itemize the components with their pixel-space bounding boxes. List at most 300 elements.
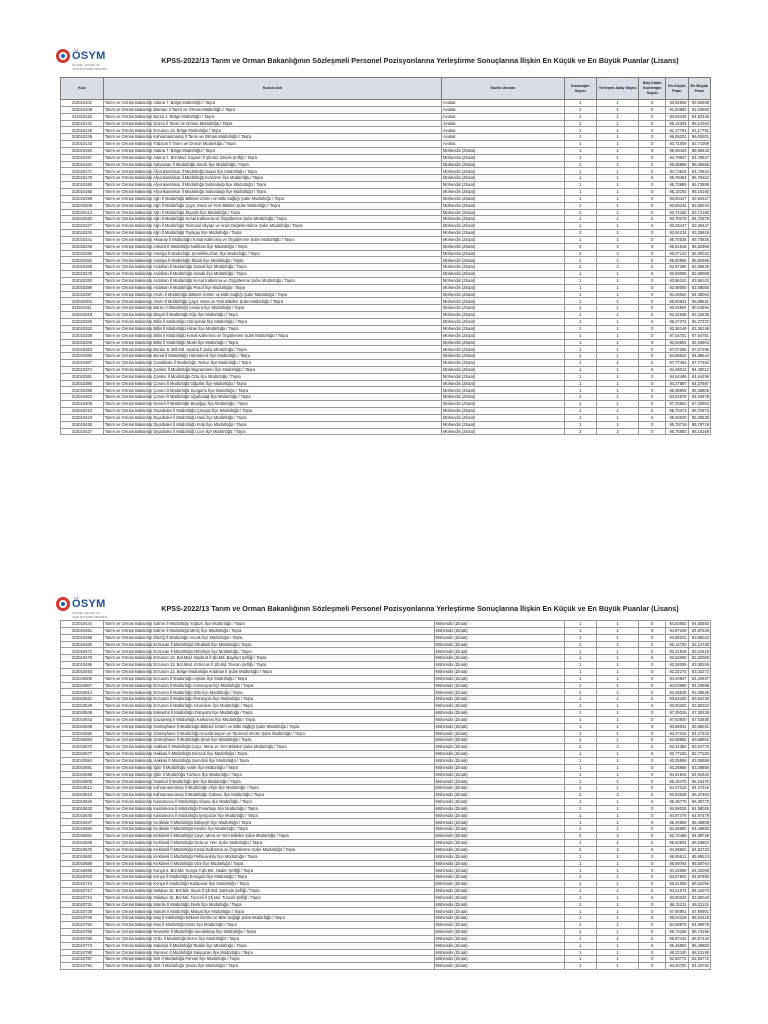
column-header-kurum: Kurum Adı bbox=[103, 78, 441, 100]
cell-yerlesen: 1 bbox=[596, 668, 639, 675]
cell-kod: 313010311 bbox=[61, 305, 104, 312]
cell-kadro: Mühendis (Ziraat) bbox=[434, 778, 564, 785]
cell-kontenjan: 1 bbox=[564, 373, 596, 380]
table-row bbox=[61, 798, 711, 805]
cell-kadro: Mühendis (Ziraat) bbox=[434, 682, 564, 689]
cell-en-buyuk: 84,37887 bbox=[688, 380, 710, 387]
cell-kod: 313010675 bbox=[61, 846, 104, 853]
cell-kurum: Tarım ve Orman Bakanlığı Kırklareli İl Müdürlüğü Gıda ve Yem Şube Müdürlüğü / Taşra bbox=[103, 840, 434, 847]
cell-kurum: Tarım ve Orman Bakanlığı Erzincan İl Müdürlüğü Refahiye İlçe Müdürlüğü / Taşra bbox=[103, 648, 434, 655]
cell-en-kucuk: 83,74180 bbox=[666, 209, 688, 216]
cell-en-buyuk: 84,83583 bbox=[688, 621, 710, 628]
cell-yerlesen: 1 bbox=[596, 141, 639, 148]
table-row bbox=[61, 751, 711, 758]
cell-yerlesen: 1 bbox=[596, 662, 639, 669]
cell-bos: 0 bbox=[639, 305, 666, 312]
cell-en-buyuk: 93,71009 bbox=[688, 141, 710, 148]
cell-kontenjan: 1 bbox=[564, 627, 596, 634]
cell-kurum: Tarım ve Orman Bakanlığı Adana 7. Böl.Müd. Kayseri İl Şb.Md. Develi Şefliği / Taşra bbox=[103, 154, 441, 161]
cell-kadro: Mühendis (Ziraat) bbox=[442, 250, 565, 257]
cell-kontenjan: 1 bbox=[564, 894, 596, 901]
table-row bbox=[61, 915, 711, 922]
cell-bos: 0 bbox=[639, 853, 666, 860]
table-row bbox=[61, 928, 711, 935]
cell-kontenjan: 1 bbox=[564, 353, 596, 360]
cell-kontenjan: 1 bbox=[564, 387, 596, 394]
osym-emblem-icon bbox=[56, 597, 70, 611]
cell-en-kucuk: 84,64496 bbox=[666, 373, 688, 380]
cell-yerlesen: 1 bbox=[596, 641, 639, 648]
cell-kurum: Tarım ve Orman Bakanlığı Ağrı İl Müdürlüğü Tarımsal Altyapı ve Arazi Değerlendirme Şube Müdürlüğü / Taşra bbox=[103, 223, 441, 230]
cell-kod: 313010717 bbox=[61, 887, 104, 894]
cell-kadro: Mühendis (Ziraat) bbox=[434, 949, 564, 956]
cell-en-kucuk: 93,92559 bbox=[666, 100, 688, 107]
table-row bbox=[61, 373, 711, 380]
cell-kadro: Mühendis (Ziraat) bbox=[442, 421, 565, 428]
cell-kod: 313010367 bbox=[61, 360, 104, 367]
cell-kadro: Mühendis (Ziraat) bbox=[442, 325, 565, 332]
cell-yerlesen: 1 bbox=[596, 223, 639, 230]
cell-bos: 0 bbox=[639, 182, 666, 189]
cell-bos: 0 bbox=[639, 353, 666, 360]
cell-kod: 313010710 bbox=[61, 881, 104, 888]
cell-en-buyuk: 84,64496 bbox=[688, 373, 710, 380]
table-row bbox=[61, 113, 711, 120]
cell-kurum: Tarım ve Orman Bakanlığı Samsun İl Müdürlüğü Salıpazarı İlçe Müdürlüğü / Taşra bbox=[103, 949, 434, 956]
column-header-bos: Boş Kalan Kontenjan Sayısı bbox=[639, 78, 666, 100]
cell-yerlesen: 1 bbox=[596, 387, 639, 394]
cell-kadro: Avukat bbox=[442, 120, 565, 127]
cell-kurum: Tarım ve Orman Bakanlığı Ağrı İl Müdürlüğü Taşlıçay İlçe Müdürlüğü / Taşra bbox=[103, 230, 441, 237]
cell-kontenjan: 1 bbox=[564, 689, 596, 696]
cell-kurum: Tarım ve Orman Bakanlığı Erzurum İl Müdürlüğü Oltu İlçe Müdürlüğü / Taşra bbox=[103, 689, 434, 696]
table-row bbox=[61, 778, 711, 785]
table-row bbox=[61, 682, 711, 689]
table-row bbox=[61, 209, 711, 216]
cell-kontenjan: 1 bbox=[564, 257, 596, 264]
cell-en-buyuk: 83,80040 bbox=[688, 894, 710, 901]
cell-kurum: Tarım ve Orman Bakanlığı Bartın İl Müdürlüğü Amasra İlçe Müdürlüğü / Taşra bbox=[103, 305, 441, 312]
cell-en-kucuk: 82,83548 bbox=[666, 792, 688, 799]
cell-yerlesen: 2 bbox=[596, 744, 639, 751]
cell-kontenjan: 1 bbox=[564, 325, 596, 332]
cell-kadro: Mühendis (Ziraat) bbox=[434, 860, 564, 867]
cell-en-kucuk: 82,74468 bbox=[666, 833, 688, 840]
cell-kurum: Tarım ve Orman Bakanlığı Erzurum 13. Bölge Müdürlüğü / Taşra bbox=[103, 127, 441, 134]
table-row bbox=[61, 887, 711, 894]
cell-kurum: Tarım ve Orman Bakanlığı Diyarbakır İl Müdürlüğü Çüngüş İlçe Müdürlüğü / Taşra bbox=[103, 407, 441, 414]
cell-kod: 313010178 bbox=[61, 175, 104, 182]
cell-bos: 0 bbox=[639, 771, 666, 778]
table-row bbox=[61, 771, 711, 778]
cell-kontenjan: 1 bbox=[564, 236, 596, 243]
cell-bos: 0 bbox=[639, 120, 666, 127]
cell-yerlesen: 1 bbox=[596, 935, 639, 942]
cell-en-kucuk: 84,73624 bbox=[666, 168, 688, 175]
cell-kod: 313010668 bbox=[61, 840, 104, 847]
cell-kontenjan: 1 bbox=[564, 662, 596, 669]
table-row bbox=[61, 634, 711, 641]
cell-yerlesen: 1 bbox=[596, 175, 639, 182]
cell-en-buyuk: 90,04594 bbox=[688, 305, 710, 312]
cell-yerlesen: 1 bbox=[596, 339, 639, 346]
cell-kurum: Tarım ve Orman Bakanlığı Konya İl Müdürlüğü Emirgazi İlçe Müdürlüğü / Taşra bbox=[103, 874, 434, 881]
cell-kadro: Avukat bbox=[442, 127, 565, 134]
cell-kontenjan: 1 bbox=[564, 812, 596, 819]
cell-kadro: Mühendis (Ziraat) bbox=[434, 730, 564, 737]
table-row bbox=[61, 298, 711, 305]
cell-en-kucuk: 83,80040 bbox=[666, 894, 688, 901]
cell-kurum: Tarım ve Orman Bakanlığı Batman Ii Tarım ve Orman Müdürlüğü / Taşra bbox=[103, 106, 441, 113]
cell-en-kucuk: 82,77183 bbox=[666, 751, 688, 758]
cell-kadro: Mühendis (Ziraat) bbox=[442, 284, 565, 291]
cell-yerlesen: 1 bbox=[596, 284, 639, 291]
table-row bbox=[61, 305, 711, 312]
cell-bos: 0 bbox=[639, 154, 666, 161]
cell-en-buyuk: 87,63930 bbox=[688, 716, 710, 723]
cell-en-buyuk: 83,59244 bbox=[688, 202, 710, 209]
cell-kod: 313010654 bbox=[61, 826, 104, 833]
cell-en-buyuk: 83,32272 bbox=[688, 668, 710, 675]
cell-kod: 313010122 bbox=[61, 120, 104, 127]
cell-en-buyuk: 86,47453 bbox=[688, 792, 710, 799]
cell-yerlesen: 1 bbox=[596, 168, 639, 175]
cell-kontenjan: 1 bbox=[564, 860, 596, 867]
cell-kontenjan: 1 bbox=[564, 867, 596, 874]
cell-kod: 313010262 bbox=[61, 257, 104, 264]
cell-kontenjan: 1 bbox=[564, 881, 596, 888]
cell-kontenjan: 1 bbox=[564, 901, 596, 908]
cell-kurum: Tarım ve Orman Bakanlığı Çanakkale İl Müdürlüğü Yenice İlçe Müdürlüğü / Taşra bbox=[103, 360, 441, 367]
cell-yerlesen: 1 bbox=[596, 812, 639, 819]
cell-en-kucuk: 84,87592 bbox=[666, 874, 688, 881]
cell-en-kucuk: 84,79937 bbox=[666, 154, 688, 161]
cell-en-kucuk: 83,60427 bbox=[666, 195, 688, 202]
cell-yerlesen: 1 bbox=[596, 867, 639, 874]
cell-en-buyuk: 84,47316 bbox=[688, 730, 710, 737]
cell-bos: 0 bbox=[639, 216, 666, 223]
table-row bbox=[61, 325, 711, 332]
cell-yerlesen: 1 bbox=[596, 147, 639, 154]
cell-kadro: Mühendis (Ziraat) bbox=[434, 627, 564, 634]
cell-en-kucuk: 85,78719 bbox=[666, 421, 688, 428]
cell-kadro: Mühendis (Ziraat) bbox=[434, 915, 564, 922]
cell-en-kucuk: 91,17791 bbox=[666, 127, 688, 134]
cell-kurum: Tarım ve Orman Bakanlığı Ağrı İl Müdürlüğü Kırsal Kalkınma ve Örgütlenme Şube Müdürlüğü / Taşra bbox=[103, 216, 441, 223]
cell-en-buyuk: 85,73889 bbox=[688, 182, 710, 189]
table-row bbox=[61, 175, 711, 182]
cell-yerlesen: 1 bbox=[596, 271, 639, 278]
cell-bos: 0 bbox=[639, 949, 666, 956]
table-row bbox=[61, 366, 711, 373]
cell-kurum: Tarım ve Orman Bakanlığı Siirt İl Müdürlüğü Şirvan İlçe Müdürlüğü / Taşra bbox=[103, 963, 434, 970]
cell-en-kucuk: 87,39326 bbox=[666, 709, 688, 716]
table-row bbox=[61, 792, 711, 799]
cell-en-kucuk: 84,91543 bbox=[666, 771, 688, 778]
cell-en-buyuk: 85,04318 bbox=[688, 915, 710, 922]
cell-yerlesen: 1 bbox=[596, 682, 639, 689]
cell-bos: 0 bbox=[639, 860, 666, 867]
cell-kadro: Mühendis (Ziraat) bbox=[434, 751, 564, 758]
cell-kod: 313010241 bbox=[61, 236, 104, 243]
cell-kod: 313010752 bbox=[61, 922, 104, 929]
cell-kurum: Tarım ve Orman Bakanlığı Ordu İl Müdürlüğü Ikizce İlçe Müdürlüğü / Taşra bbox=[103, 935, 434, 942]
cell-kurum: Tarım ve Orman Bakanlığı Mardin İl Müdürlüğü Derik İlçe Müdürlüğü / Taşra bbox=[103, 901, 434, 908]
cell-kurum: Tarım ve Orman Bakanlığı Edirne İl Müdürlüğü Yoğüzü İlçe Müdürlüğü / Taşra bbox=[103, 621, 434, 628]
cell-kod: 313010458 bbox=[61, 634, 104, 641]
cell-en-kucuk: 85,59631 bbox=[666, 298, 688, 305]
cell-bos: 0 bbox=[639, 846, 666, 853]
cell-yerlesen: 2 bbox=[596, 792, 639, 799]
cell-kurum: Tarım ve Orman Bakanlığı Ağrı İl Müdürlüğü Çayır, Mera ve Yem Bitkileri Şube Müdürlüğü / Taşra bbox=[103, 202, 441, 209]
cell-kod: 313010276 bbox=[61, 271, 104, 278]
cell-kadro: Mühendis (Ziraat) bbox=[442, 319, 565, 326]
cell-bos: 0 bbox=[639, 236, 666, 243]
table-row bbox=[61, 833, 711, 840]
cell-en-kucuk: 85,70473 bbox=[666, 407, 688, 414]
cell-yerlesen: 1 bbox=[596, 106, 639, 113]
table-row bbox=[61, 860, 711, 867]
cell-kod: 313010416 bbox=[61, 407, 104, 414]
cell-bos: 0 bbox=[639, 147, 666, 154]
cell-kontenjan: 1 bbox=[564, 134, 596, 141]
cell-kontenjan: 1 bbox=[564, 195, 596, 202]
cell-en-kucuk: 84,47316 bbox=[666, 730, 688, 737]
cell-en-buyuk: 82,14730 bbox=[688, 641, 710, 648]
cell-kontenjan: 1 bbox=[564, 127, 596, 134]
cell-yerlesen: 1 bbox=[596, 291, 639, 298]
table-row bbox=[61, 277, 711, 284]
cell-kadro: Mühendis (Ziraat) bbox=[434, 655, 564, 662]
cell-yerlesen: 1 bbox=[596, 332, 639, 339]
cell-bos: 0 bbox=[639, 682, 666, 689]
cell-bos: 0 bbox=[639, 730, 666, 737]
cell-kadro: Avukat bbox=[442, 134, 565, 141]
cell-kontenjan: 2 bbox=[564, 250, 596, 257]
cell-kurum: Tarım ve Orman Bakanlığı Afyonkarahisar İl Müdürlüğü Bayat İlçe Müdürlüğü / Taşra bbox=[103, 168, 441, 175]
table-row bbox=[61, 106, 711, 113]
logo-subtitle: ÖLÇME, SEÇME VE YERLEŞTİRME MERKEZİ bbox=[72, 63, 108, 71]
cell-en-buyuk: 85,82956 bbox=[688, 257, 710, 264]
cell-kod: 313010479 bbox=[61, 655, 104, 662]
table-row bbox=[61, 353, 711, 360]
cell-kadro: Avukat bbox=[442, 113, 565, 120]
cell-yerlesen: 1 bbox=[596, 887, 639, 894]
cell-en-kucuk: 84,28063 bbox=[666, 291, 688, 298]
cell-kod: 313010570 bbox=[61, 744, 104, 751]
cell-en-buyuk: 83,08259 bbox=[688, 662, 710, 669]
cell-bos: 0 bbox=[639, 127, 666, 134]
cell-kadro: Mühendis (Ziraat) bbox=[434, 956, 564, 963]
cell-bos: 0 bbox=[639, 901, 666, 908]
table-row bbox=[61, 846, 711, 853]
cell-kod: 313010633 bbox=[61, 805, 104, 812]
cell-en-kucuk: 82,32635 bbox=[666, 312, 688, 319]
cell-yerlesen: 1 bbox=[596, 373, 639, 380]
cell-en-buyuk: 85,28530 bbox=[688, 414, 710, 421]
cell-kontenjan: 1 bbox=[564, 757, 596, 764]
cell-kadro: Mühendis (Ziraat) bbox=[442, 353, 565, 360]
cell-kurum: Tarım ve Orman Bakanlığı Bursa 2. Bölge Müdürlüğü / Taşra bbox=[103, 113, 441, 120]
cell-kurum: Tarım ve Orman Bakanlığı Bitlis İl Müdürlüğü Hizan İlçe Müdürlüğü / Taşra bbox=[103, 325, 441, 332]
table-row bbox=[61, 230, 711, 237]
cell-kontenjan: 1 bbox=[564, 840, 596, 847]
table-row bbox=[61, 243, 711, 250]
cell-bos: 0 bbox=[639, 319, 666, 326]
cell-en-kucuk: 83,28856 bbox=[666, 764, 688, 771]
cell-en-buyuk: 86,31131 bbox=[688, 901, 710, 908]
cell-kadro: Mühendis (Ziraat) bbox=[434, 709, 564, 716]
cell-yerlesen: 1 bbox=[596, 703, 639, 710]
cell-kontenjan: 1 bbox=[564, 716, 596, 723]
table-row bbox=[61, 757, 711, 764]
cell-yerlesen: 1 bbox=[596, 188, 639, 195]
cell-en-kucuk: 90,04594 bbox=[666, 305, 688, 312]
cell-kontenjan: 1 bbox=[564, 407, 596, 414]
cell-kurum: Tarım ve Orman Bakanlığı Kırıkkale İl Müdürlüğü Keskin İlçe Müdürlüğü / Taşra bbox=[103, 826, 434, 833]
cell-kontenjan: 2 bbox=[564, 744, 596, 751]
cell-kurum: Tarım ve Orman Bakanlığı Erzurum 13. Böl.Müd. Bayburt İl Şb.Md. Bayburt Şefliği / Taşra bbox=[103, 655, 434, 662]
cell-yerlesen: 2 bbox=[596, 243, 639, 250]
cell-kurum: Tarım ve Orman Bakanlığı Mardin İl Müdürlüğü Midyat İlçe Müdürlüğü / Taşra bbox=[103, 908, 434, 915]
cell-en-buyuk: 84,87592 bbox=[688, 874, 710, 881]
cell-en-kucuk: 85,05955 bbox=[666, 161, 688, 168]
cell-kod: 313010192 bbox=[61, 188, 104, 195]
results-table bbox=[60, 620, 711, 970]
cell-en-buyuk: 85,59631 bbox=[688, 298, 710, 305]
cell-yerlesen: 1 bbox=[596, 202, 639, 209]
cell-kurum: Tarım ve Orman Bakanlığı Ardahan İl Müdürlüğü Posof İlçe Müdürlüğü / Taşra bbox=[103, 284, 441, 291]
cell-en-buyuk: 85,95513 bbox=[688, 853, 710, 860]
cell-kontenjan: 1 bbox=[564, 949, 596, 956]
table-row bbox=[61, 655, 711, 662]
cell-kod: 313010465 bbox=[61, 641, 104, 648]
table-row bbox=[61, 627, 711, 634]
cell-bos: 0 bbox=[639, 366, 666, 373]
cell-en-buyuk: 82,77183 bbox=[688, 751, 710, 758]
cell-kod: 313010430 bbox=[61, 421, 104, 428]
cell-en-buyuk: 83,35919 bbox=[688, 230, 710, 237]
table-row bbox=[61, 161, 711, 168]
cell-kod: 313010703 bbox=[61, 874, 104, 881]
cell-kod: 313010689 bbox=[61, 860, 104, 867]
cell-kurum: Tarım ve Orman Bakanlığı Ankara İl Müdürlüğü Nallıhan İlçe Müdürlüğü / Taşra bbox=[103, 243, 441, 250]
table-row bbox=[61, 380, 711, 387]
cell-en-kucuk: 86,46883 bbox=[666, 942, 688, 949]
cell-en-buyuk: 91,63982 bbox=[688, 106, 710, 113]
cell-kod: 313010542 bbox=[61, 716, 104, 723]
cell-kurum: Tarım ve Orman Bakanlığı Artvin İl Müdürlüğü Çayır, Mera ve Yem Bitkileri Şube Müdürlüğü / Taşra bbox=[103, 298, 441, 305]
cell-kontenjan: 1 bbox=[564, 182, 596, 189]
cell-kadro: Mühendis (Ziraat) bbox=[442, 394, 565, 401]
cell-yerlesen: 1 bbox=[596, 778, 639, 785]
table-row bbox=[61, 141, 711, 148]
table-row bbox=[61, 202, 711, 209]
cell-en-buyuk: 85,82956 bbox=[688, 243, 710, 250]
cell-kadro: Mühendis (Ziraat) bbox=[434, 689, 564, 696]
cell-kurum: Tarım ve Orman Bakanlığı Kırıkkale İl Müdürlüğü Balışeyh İlçe Müdürlüğü / Taşra bbox=[103, 819, 434, 826]
cell-kurum: Tarım ve Orman Bakanlığı Çorum İl Müdürlüğü Oğuzlar İlçe Müdürlüğü / Taşra bbox=[103, 380, 441, 387]
cell-yerlesen: 1 bbox=[596, 298, 639, 305]
cell-kontenjan: 1 bbox=[564, 421, 596, 428]
cell-kurum: Tarım ve Orman Bakanlığı Hakkari İl Müdürlüğü Şemdinli İlçe Müdürlüğü / Taşra bbox=[103, 757, 434, 764]
cell-en-buyuk: 84,47316 bbox=[688, 785, 710, 792]
cell-kurum: Tarım ve Orman Bakanlığı Trabzon İl Tarım ve Orman Müdürlüğü / Taşra bbox=[103, 141, 441, 148]
table-row bbox=[61, 346, 711, 353]
cell-en-buyuk: 85,59764 bbox=[688, 860, 710, 867]
cell-kontenjan: 1 bbox=[564, 928, 596, 935]
cell-kadro: Mühendis (Ziraat) bbox=[434, 764, 564, 771]
cell-kadro: Mühendis (Ziraat) bbox=[442, 339, 565, 346]
cell-kod: 313010514 bbox=[61, 689, 104, 696]
cell-kadro: Mühendis (Ziraat) bbox=[434, 867, 564, 874]
cell-en-kucuk: 85,10192 bbox=[666, 188, 688, 195]
table-header-row bbox=[61, 78, 711, 100]
cell-kurum: Tarım ve Orman Bakanlığı Gümüşhane İl Müdürlüğü Bitkisel Üretim ve Bitki Sağlığı Şube Müdürlüğü / Taşra bbox=[103, 723, 434, 730]
cell-en-buyuk: 84,28063 bbox=[688, 291, 710, 298]
cell-en-buyuk: 83,31818 bbox=[688, 648, 710, 655]
cell-en-kucuk: 96,12264 bbox=[666, 120, 688, 127]
cell-en-buyuk: 84,70279 bbox=[688, 216, 710, 223]
cell-en-kucuk: 86,68433 bbox=[666, 147, 688, 154]
cell-en-kucuk: 84,83583 bbox=[666, 621, 688, 628]
cell-kadro: Mühendis (Ziraat) bbox=[442, 243, 565, 250]
table-row bbox=[61, 840, 711, 847]
cell-en-buyuk: 85,27372 bbox=[688, 319, 710, 326]
cell-en-buyuk: 84,49012 bbox=[688, 366, 710, 373]
cell-kurum: Tarım ve Orman Bakanlığı Siirt İl Müdürlüğü Pervari İlçe Müdürlüğü / Taşra bbox=[103, 956, 434, 963]
cell-kurum: Tarım ve Orman Bakanlığı Hakkari İl Müdürlüğü Çayır, Mera ve Yem Bitkileri Şube Müdürlüğü / Taşra bbox=[103, 744, 434, 751]
logo-text: ÖSYM bbox=[72, 598, 106, 610]
cell-kadro: Mühendis (Ziraat) bbox=[434, 757, 564, 764]
cell-kontenjan: 1 bbox=[564, 100, 596, 107]
table-row bbox=[61, 812, 711, 819]
cell-kontenjan: 1 bbox=[564, 298, 596, 305]
logo-text: ÖSYM bbox=[72, 50, 106, 62]
table-row bbox=[61, 819, 711, 826]
table-row bbox=[61, 853, 711, 860]
cell-kontenjan: 2 bbox=[564, 264, 596, 271]
cell-kod: 313010521 bbox=[61, 696, 104, 703]
cell-bos: 0 bbox=[639, 833, 666, 840]
cell-bos: 0 bbox=[639, 277, 666, 284]
cell-kurum: Tarım ve Orman Bakanlığı Sakarya İl Müdürlüğü Taraklı İlçe Müdürlüğü / Taşra bbox=[103, 942, 434, 949]
cell-kurum: Tarım ve Orman Bakanlığı Afyonkarahisar İl Müdürlüğü Kızılören İlçe Müdürlüğü / Taşra bbox=[103, 175, 441, 182]
cell-en-kucuk: 87,64751 bbox=[666, 332, 688, 339]
cell-kadro: Mühendis (Ziraat) bbox=[442, 373, 565, 380]
cell-kadro: Mühendis (Ziraat) bbox=[442, 168, 565, 175]
cell-en-kucuk: 96,05201 bbox=[666, 134, 688, 141]
cell-kod: 313010647 bbox=[61, 819, 104, 826]
cell-kadro: Mühendis (Ziraat) bbox=[434, 716, 564, 723]
cell-kod: 313010472 bbox=[61, 648, 104, 655]
cell-kurum: Tarım ve Orman Bakanlığı Burdur 6. Böl.Md. Isparta İl Şube Müdürlüğü / Taşra bbox=[103, 346, 441, 353]
cell-kadro: Mühendis (Ziraat) bbox=[434, 881, 564, 888]
table-row bbox=[61, 675, 711, 682]
cell-yerlesen: 1 bbox=[596, 709, 639, 716]
cell-yerlesen: 1 bbox=[596, 360, 639, 367]
cell-kadro: Mühendis (Ziraat) bbox=[442, 216, 565, 223]
cell-kurum: Tarım ve Orman Bakanlığı Diyarbakır İl Müdürlüğü Kulp İlçe Müdürlüğü / Taşra bbox=[103, 421, 441, 428]
table-row bbox=[61, 339, 711, 346]
cell-kod: 313010423 bbox=[61, 414, 104, 421]
cell-en-kucuk: 87,20963 bbox=[666, 401, 688, 408]
cell-kod: 313010486 bbox=[61, 662, 104, 669]
cell-yerlesen: 1 bbox=[596, 312, 639, 319]
cell-en-kucuk: 85,97443 bbox=[666, 935, 688, 942]
cell-en-buyuk: 83,54776 bbox=[688, 744, 710, 751]
cell-kontenjan: 1 bbox=[564, 113, 596, 120]
